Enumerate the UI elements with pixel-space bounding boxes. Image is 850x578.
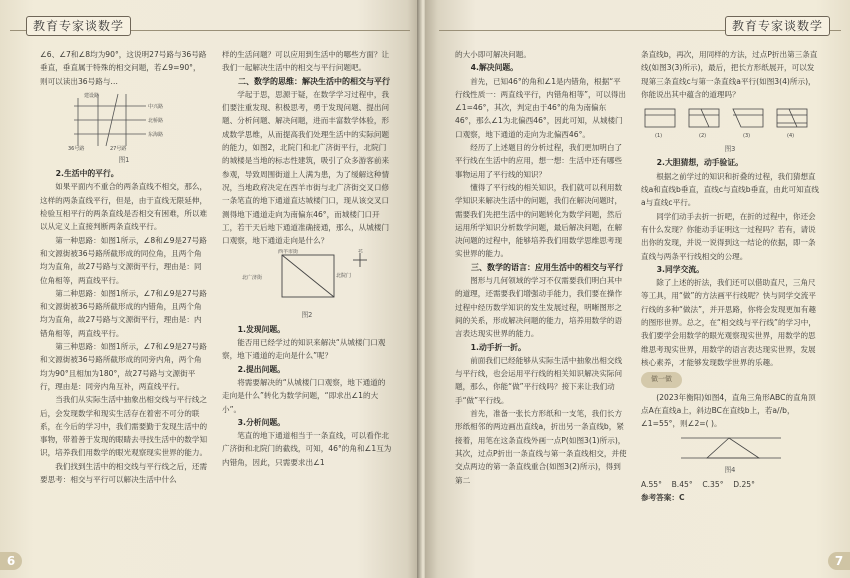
paragraph: 图形与几何领域的学习不仅需要我们明白其中的道理，还需要我们增强动手能力，我们要在操作过程中经历数学知识的发生发展过程，明晰图形之间的关系，形成解决问题的能力，培养用数学的语言表达现实世界的能力。 — [455, 276, 623, 339]
left-page — [0, 0, 420, 578]
fig1-label: 中兴路 — [148, 103, 164, 110]
paragraph: 笔直的地下通道相当于一条直线，可以看作北广济街和北院门的截线，可知，46°的角和∠1互为内错角，因此，只需要求出∠1 — [222, 431, 392, 467]
fig3-label: (1) — [655, 133, 663, 140]
header-title: 教育专家谈数学 — [26, 16, 131, 36]
left-column-2 — [222, 48, 392, 469]
right-column-2 — [641, 48, 819, 504]
paragraph: 如果平面内不重合的两条直线不相交，那么，这样的两条直线平行，但是，由于直线无限延伸，检验互相平行的两条直线是否相交有困难，所以难以从定义上直接判断两条直线平行。 — [40, 182, 208, 232]
right-page — [425, 0, 850, 578]
fig1-label: 东海路 — [148, 131, 164, 138]
step-heading: 1.发现问题。 — [237, 324, 285, 334]
option: D.25° — [733, 479, 755, 489]
paragraph: 除了上述的折法，我们还可以借助直尺，三角尺等工具，用“做”的方法画平行线呢？快与同学交流平行线的多种“做法”，并开思路，你将会发现更加有趣的图形世界。总之，在“相交线与平行线”的学习中，我们要学会用数学的眼光观察现实世界，用数学的思维思考现实世界，用数学的语言表达现实世界，发展核心素养，才能够发现数学世界的乐趣。 — [641, 278, 816, 367]
paragraph: (2023年衡阳)如图4，直角三角形ABC的直角顶点A在直线a上，斜边BC在直线b上，若a//b，∠1=55°，则∠2=( )。 — [641, 392, 816, 429]
paragraph: 第一种思路：如图1所示，∠8和∠9是27号路和文源街被36号路所截形成的同位角，且两个角均为直角，故27号路与文源街平行，理由是：同位角相等，两直线平行。 — [40, 235, 207, 285]
section-heading: 三、数学的语言：应用生活中的相交与平行 — [471, 262, 623, 272]
header-title: 教育专家谈数学 — [725, 16, 830, 36]
page-number: 6 — [0, 552, 22, 570]
paragraph: 根据之前学过的知识和折叠的过程，我们猜想直线a和直线b垂直，直线c与直线b垂直，由此可知直线a与直线c平行。 — [641, 171, 819, 208]
fig3-label: (4) — [787, 133, 795, 140]
paragraph: 首先，已知46°的角和∠1是内错角，根据“平行线性质一：两直线平行，内错角相等”，可以得出∠1=46°，其次，判定由于46°的角为南偏东46°，那么∠1为北偏西46°，因此可知，从城楼门口观察，地下通道的走向为北偏西46°。 — [455, 76, 626, 139]
fig2-label: 北 — [358, 249, 364, 255]
figure-4-triangle — [641, 432, 819, 462]
paragraph: ∠6、∠7和∠8均为90°，这说明27号路与36号路垂直，垂直属于特殊的相交问题，若∠9=90°，则可以读出36号路与… — [40, 50, 207, 86]
paragraph: 当我们从实际生活中抽象出相交线与平行线之后，会发现数学和现实生活存在着密不可分的联系，在今后的学习中，我们需要勤于发现生活中的事物，带着善于发现的眼睛去寻找生活中的数学知识，培养我们用数学的眼光观察现实世界的能力。 — [40, 395, 208, 458]
paragraph: 经历了上述题目的分析过程，我们更加明白了平行线在生活中的应用，想一想：生活中还有哪些事物运用了平行线的知识？ — [455, 143, 623, 179]
fig2-label: 北广济街 — [242, 275, 263, 282]
right-column-1 — [455, 48, 627, 487]
page-number: 7 — [828, 552, 850, 570]
paragraph: 懂得了平行线的相关知识，我们就可以利用数学知识来解决生活中的问题，我们在解决问题时，需要我们先把生活中的问题转化为数学问题，然后运用所学知识分析数学问题，最后解决问题，在解决问题的过程中，能够培养我们用数学思维思考现实世界的能力。 — [455, 182, 623, 259]
figure-caption: 图2 — [301, 311, 313, 320]
paragraph: 条直线b，再次，用同样的方法，过点P折出第三条直线(如图3(3)所示)，最后，把长方形纸展开，可以发现第三条直线c与第一条直线a平行(如图3(4)所示)，你能说出其中蕴含的道理吗？ — [641, 50, 818, 99]
paragraph: 我们找到生活中的相交线与平行线之后，还需要思考：相交与平行可以解决生活中什么 — [40, 461, 208, 485]
paragraph: 第二种思路：如图1所示，∠7和∠9是27号路和文源街被36号路所截形成的内错角，且两个角均为直角，故27号路与文源街平行，理由是：内错角相等，两直线平行。 — [40, 288, 207, 338]
answer-options — [641, 478, 819, 491]
left-column-1 — [40, 48, 208, 486]
paragraph: 首先，准备一张长方形纸和一支笔，我们长方形纸相邻的两边画出直线a，折出另一条直线b，紧接着，用笔在这条直线外画一点P(如图3(1)所示)，其次，过点P折出一条直线与第一条直线相交，并使交点两边的第一条直线重合(如图3(2)所示)，得到第二 — [455, 409, 627, 485]
option: C.35° — [702, 479, 724, 489]
figure-1-map — [40, 90, 208, 152]
step-heading: 4.解决问题。 — [470, 63, 518, 73]
paragraph: 第三种思路：如图1所示，∠7和∠9是27号路和文源街被36号路所截形成的同旁内角，两个角均为90°且相加为180°，故27号路与文源街平行，理由是：同旁内角互补，两直线平行。 — [40, 342, 207, 391]
option: B.45° — [671, 479, 693, 489]
figure-caption: 图4 — [724, 466, 736, 475]
section-heading: 2.生活中的平行。 — [55, 169, 119, 179]
fig3-label: (3) — [743, 133, 751, 140]
paragraph: 能否用已经学过的知识来解决“从城楼门口观察，地下通道的走向是什么”呢？ — [222, 338, 386, 361]
step-heading: 2.提出问题。 — [237, 364, 285, 374]
paragraph: 同学们动手去折一折吧，在折的过程中，你还会有什么发现？你能动手证明这一过程吗？若有，请说出你的发现，并说一说得到这一结论的依据，即一条直线与两条平行线相交的公理。 — [641, 211, 816, 261]
fig1-label: 建设路 — [84, 92, 100, 99]
fig2-label: 西羊市街 — [278, 249, 299, 256]
answer: 参考答案：C — [641, 493, 685, 503]
paragraph: 学起于思，思源于疑，在数学学习过程中，我们要注重发现、积极思考，勇于发现问题、提出问题、分析问题、解决问题，进而丰富数学体验，形成数学思维，从而提高我们处理生活中的实际问题的能力，如图2，北院门和北广济街平行，北院门的城楼是当地的标志性建筑，吸引了众多游客前来参观，导致周围街道上人满为患，为了缓解这种情况，当地政府决定在西羊市街与北广济街交叉口修一条笔直的地下通道直达城楼门口，现从该交叉口测得地下通道走向为南偏东46°，而城楼门口开工，若干天后地下通道准确接通，那么，从城楼门口观察，地下通道走向是什么？ — [222, 89, 390, 246]
fig1-label: 36号路 — [68, 145, 85, 152]
step-heading: 3.分析问题。 — [237, 417, 285, 427]
figure-2-diagram — [222, 249, 392, 307]
step-heading: 2.大胆猜想，动手验证。 — [656, 158, 743, 168]
figure-caption: 图1 — [118, 155, 130, 164]
fig3-label: (2) — [699, 133, 707, 140]
paragraph: 样的生活问题？可以应用到生活中的哪些方面？让我们一起解决生活中的相交与平行问题吧。 — [222, 50, 390, 73]
paragraph: 前面我们已经能够从实际生活中抽象出相交线与平行线，也会运用平行线的相关知识解决实际问题，那么，你能“做”平行线吗？接下来让我们动手“做”平行线。 — [455, 355, 623, 405]
fig1-label: 北桥路 — [148, 117, 164, 124]
step-heading: 1.动手折一折。 — [470, 342, 526, 352]
paragraph: 的大小即可解决问题。 — [455, 50, 531, 59]
fig2-label: 北院门 — [336, 273, 352, 280]
option: A.55° — [641, 479, 662, 489]
fig1-label: 27号路 — [110, 145, 127, 152]
section-heading: 二、数学的思维：解决生活中的相交与平行 — [238, 76, 390, 86]
figure-3-folding — [641, 103, 819, 141]
paragraph: 将需要解决的“从城楼门口观察，地下通道的走向是什么”转化为数学问题，“即求出∠1的大小”。 — [222, 377, 386, 414]
exercise-tag: 做一做 — [641, 372, 682, 387]
figure-caption: 图3 — [724, 145, 736, 154]
step-heading: 3.同学交流。 — [656, 264, 704, 274]
